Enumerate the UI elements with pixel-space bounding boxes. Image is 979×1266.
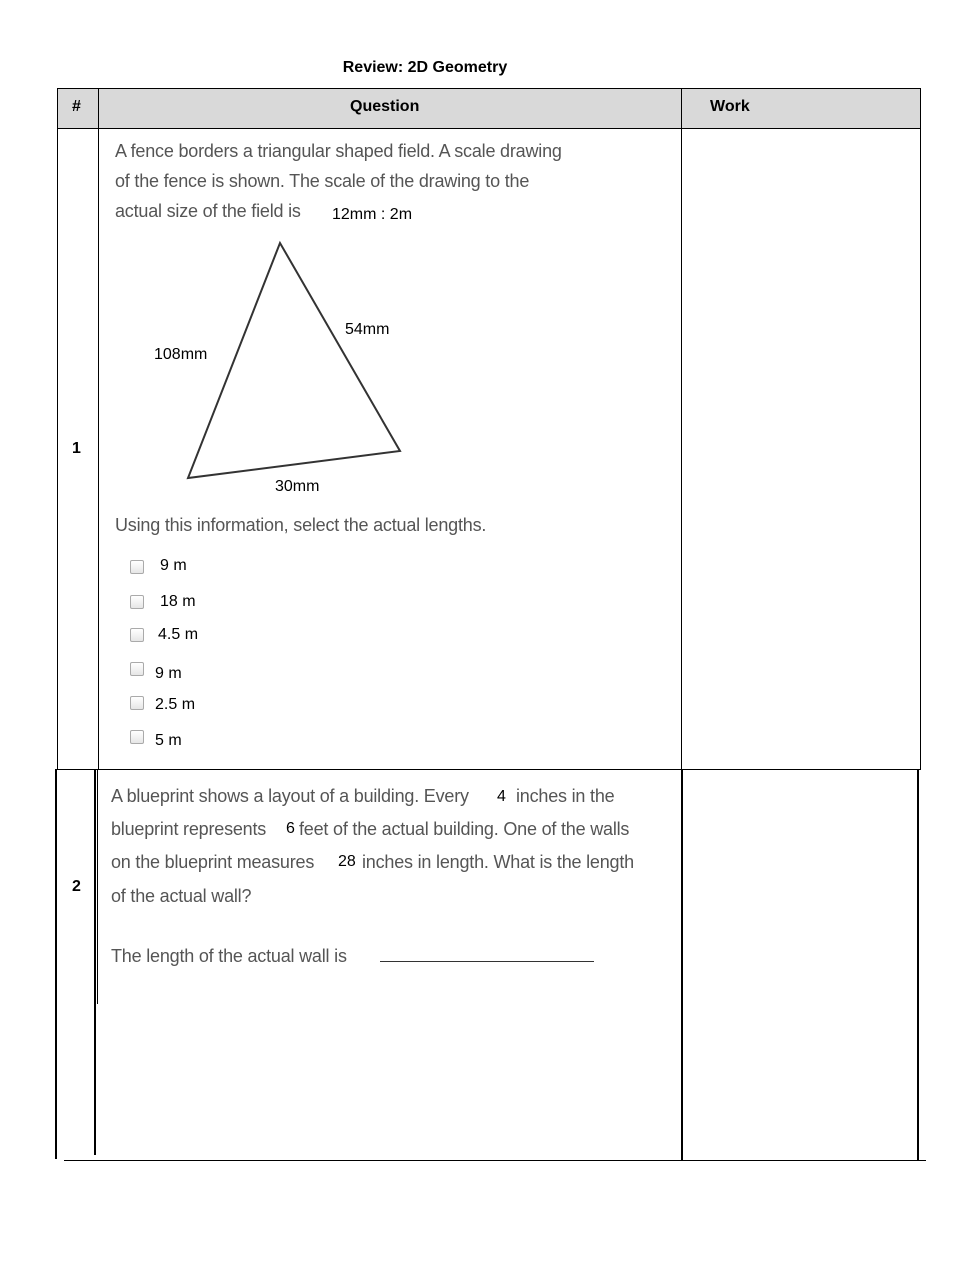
option-label-6: 5 m (155, 732, 182, 749)
q2-text-line1a: A blueprint shows a layout of a building. Every (111, 786, 469, 806)
page-title: Review: 2D Geometry (342, 59, 508, 76)
q1-text-line2: of the fence is shown. The scale of the drawing to the (115, 171, 530, 191)
q2-value-feet: 6 (286, 820, 295, 837)
q2-value-wall: 28 (338, 853, 356, 870)
side-label-bottom: 30mm (275, 478, 320, 495)
option-label-2: 18 m (160, 593, 196, 610)
header-work: Work (710, 98, 750, 115)
option-label-3: 4.5 m (158, 626, 199, 643)
option-checkbox-1[interactable] (130, 560, 144, 574)
q2-text-line2b: feet of the actual building. One of the walls (299, 819, 630, 839)
q1-prompt: Using this information, select the actual lengths. (115, 515, 487, 535)
option-label-4: 9 m (155, 665, 182, 682)
q2-text-line2a: blueprint represents (111, 819, 267, 839)
header-question: Question (350, 98, 420, 115)
row-number-2: 2 (72, 878, 81, 895)
triangle-shape (188, 243, 400, 478)
option-label-1: 9 m (160, 557, 187, 574)
q1-text-line3: actual size of the field is (115, 201, 301, 221)
q1-text-line1: A fence borders a triangular shaped field. A scale drawing (115, 141, 562, 161)
header-num: # (72, 98, 81, 115)
row-number-1: 1 (72, 440, 81, 457)
q2-text-line1b: inches in the (516, 786, 615, 806)
q1-scale-value: 12mm : 2m (332, 206, 413, 223)
option-checkbox-5[interactable] (130, 696, 144, 710)
q2-text-line4: of the actual wall? (111, 886, 252, 906)
side-label-right: 54mm (345, 321, 390, 338)
answer-blank[interactable] (380, 961, 594, 962)
option-label-5: 2.5 m (155, 696, 196, 713)
option-checkbox-2[interactable] (130, 595, 144, 609)
side-label-left: 108mm (154, 346, 208, 363)
q2-text-line3a: on the blueprint measures (111, 852, 315, 872)
q2-answer-prompt: The length of the actual wall is (111, 946, 347, 966)
option-checkbox-3[interactable] (130, 628, 144, 642)
option-checkbox-6[interactable] (130, 730, 144, 744)
q2-value-inches: 4 (497, 788, 506, 805)
option-checkbox-4[interactable] (130, 662, 144, 676)
q2-text-line3b: inches in length. What is the length (362, 852, 634, 872)
